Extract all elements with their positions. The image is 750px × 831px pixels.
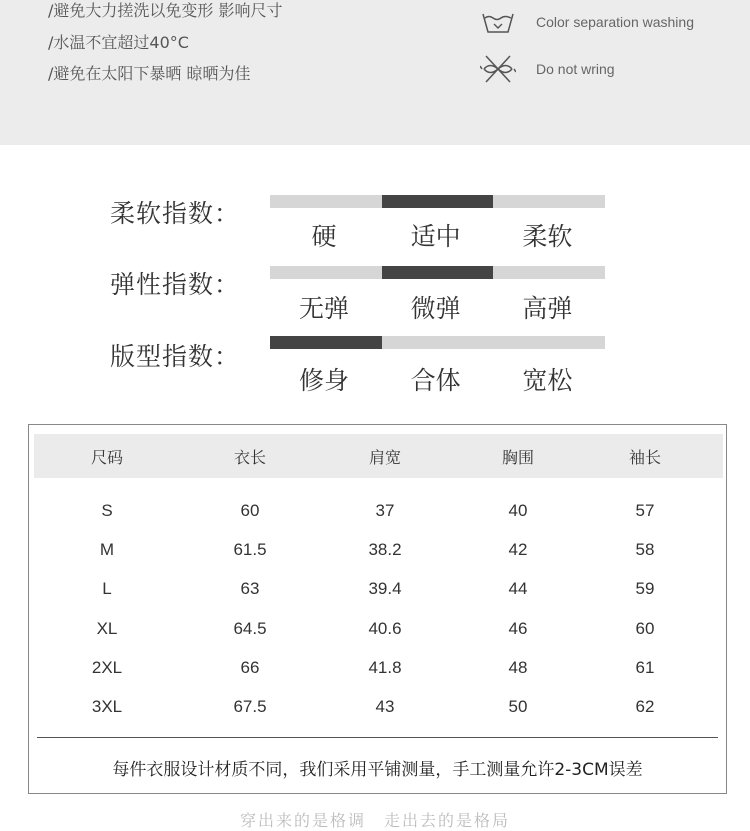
slogan-partial: 穿出来的是格调 走出去的是格局 — [239, 811, 510, 830]
care-instructions — [0, 0, 750, 145]
size-value-cell: 63 — [240, 579, 260, 598]
index-scale-bar — [270, 336, 605, 349]
size-table-header-cell: 胸围 — [501, 448, 534, 467]
size-value-cell: 58 — [635, 540, 655, 559]
size-value-cell: 48 — [508, 658, 528, 677]
size-value-cell: 57 — [635, 501, 655, 520]
size-value-cell: 66 — [240, 658, 260, 677]
index-title: 版型指数： — [110, 342, 241, 371]
size-label-cell: L — [102, 579, 112, 598]
size-value-cell: 46 — [508, 619, 528, 638]
size-value-cell: 61.5 — [233, 540, 267, 559]
size-label-cell: XL — [96, 619, 118, 638]
wash-basin-icon — [480, 8, 516, 38]
size-value-cell: 50 — [508, 697, 528, 716]
size-value-cell: 38.2 — [368, 540, 402, 559]
care-line-water-temp: /水温不宜超过40°C — [48, 33, 189, 52]
size-table-header-cell: 袖长 — [628, 448, 661, 467]
index-title: 弹性指数： — [110, 270, 241, 299]
size-value-cell: 44 — [508, 579, 528, 598]
size-value-cell: 39.4 — [368, 579, 402, 598]
index-option: 硬 — [311, 222, 337, 251]
index-option: 适中 — [410, 222, 461, 251]
index-selected-segment — [382, 195, 494, 208]
index-option: 微弹 — [410, 294, 461, 323]
size-label-cell: M — [99, 540, 115, 559]
index-option: 高弹 — [522, 294, 573, 323]
care-label-color-separation: Color separation washing — [536, 14, 694, 30]
size-value-cell: 61 — [635, 658, 655, 677]
index-option: 宽松 — [522, 366, 573, 395]
size-table-header-cell: 衣长 — [233, 448, 266, 467]
index-selected-segment — [382, 266, 494, 279]
index-selected-segment — [270, 336, 382, 349]
size-value-cell: 60 — [240, 501, 260, 520]
size-value-cell: 37 — [375, 501, 395, 520]
size-table — [28, 424, 727, 794]
size-value-cell: 41.8 — [368, 658, 402, 677]
size-value-cell: 62 — [635, 697, 655, 716]
size-value-cell: 64.5 — [233, 619, 267, 638]
size-value-cell: 67.5 — [233, 697, 267, 716]
size-value-cell: 42 — [508, 540, 528, 559]
index-option: 修身 — [298, 366, 349, 395]
size-table-header-cell: 尺码 — [90, 448, 123, 467]
size-table-divider — [37, 737, 718, 738]
index-option: 无弹 — [298, 294, 349, 323]
size-table-header-cell: 肩宽 — [368, 448, 401, 467]
no-wring-icon — [480, 54, 516, 84]
index-scale-bar — [270, 266, 605, 279]
care-line-sun: /避免在太阳下暴晒 晾晒为佳 — [48, 64, 251, 83]
size-label-cell: 3XL — [91, 697, 123, 716]
care-label-do-not-wring: Do not wring — [536, 61, 615, 77]
size-label-cell: 2XL — [91, 658, 123, 677]
size-value-cell: 60 — [635, 619, 655, 638]
size-label-cell: S — [101, 501, 113, 520]
index-title: 柔软指数： — [110, 199, 241, 228]
size-value-cell: 40 — [508, 501, 528, 520]
index-option: 合体 — [410, 366, 461, 395]
index-option: 柔软 — [522, 222, 573, 251]
care-line-scrub: /避免大力搓洗以免变形 影响尺寸 — [48, 1, 283, 20]
size-value-cell: 43 — [375, 697, 395, 716]
measurement-note: 每件衣服设计材质不同，我们采用平铺测量，手工测量允许2-3CM误差 — [112, 760, 643, 780]
size-value-cell: 59 — [635, 579, 655, 598]
index-scale-bar — [270, 195, 605, 208]
size-value-cell: 40.6 — [368, 619, 402, 638]
